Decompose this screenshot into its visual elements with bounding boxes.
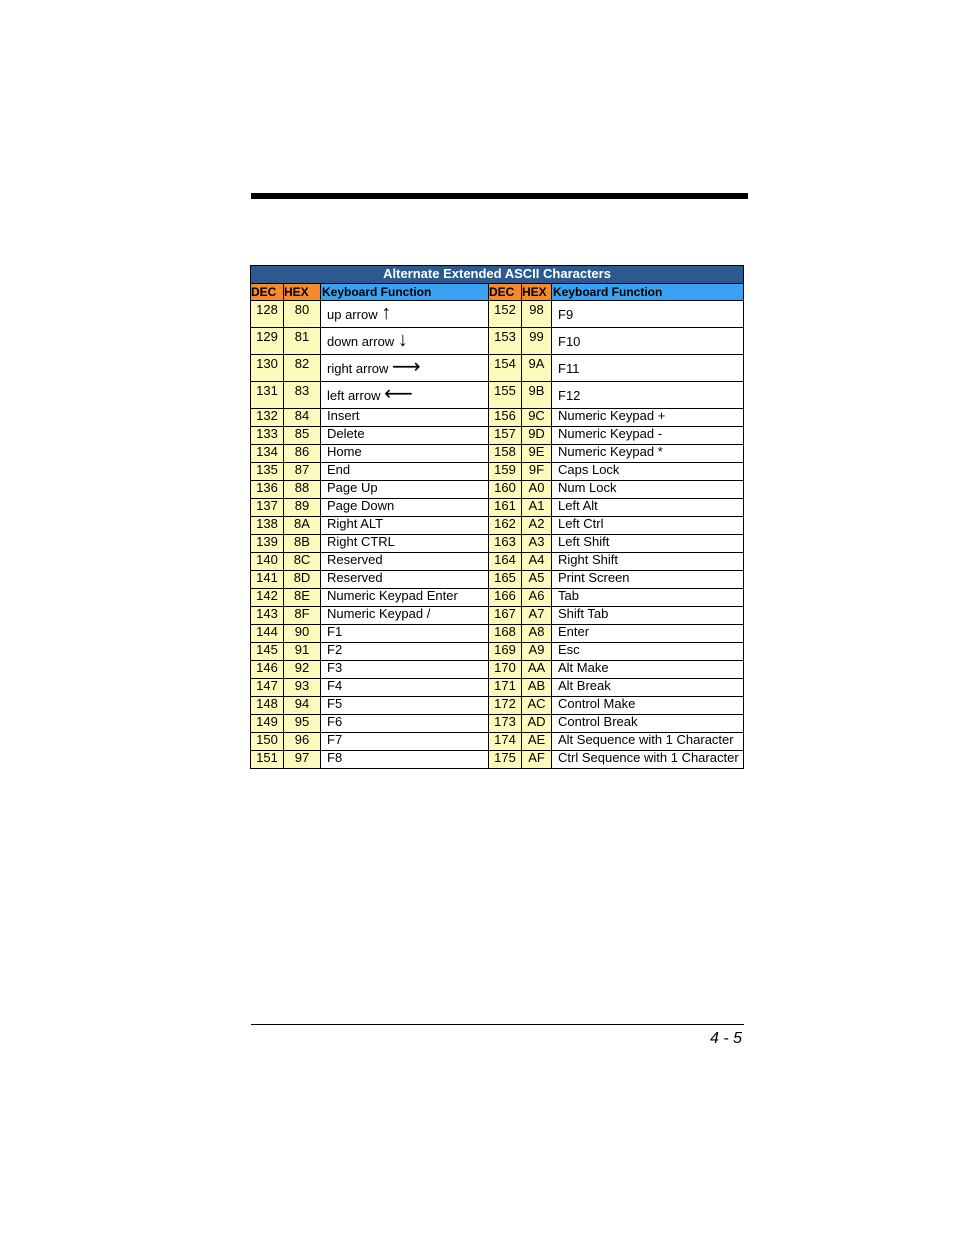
- function-label: Tab: [558, 588, 579, 603]
- dec-cell: 173: [489, 715, 522, 733]
- hex-cell: AA: [522, 661, 552, 679]
- function-cell: [321, 553, 489, 571]
- dec-cell: 172: [489, 697, 522, 715]
- dec-cell: 155: [489, 382, 522, 409]
- function-cell: [552, 625, 744, 643]
- hex-cell: A7: [522, 607, 552, 625]
- hex-cell: 82: [284, 355, 321, 382]
- header-dec: DEC: [251, 284, 284, 301]
- function-cell: [321, 409, 489, 427]
- dec-cell: 170: [489, 661, 522, 679]
- function-cell: [552, 607, 744, 625]
- function-label: Page Down: [327, 498, 395, 513]
- dec-cell: 136: [251, 481, 284, 499]
- function-cell: [552, 301, 744, 328]
- function-label: Caps Lock: [558, 462, 620, 477]
- hex-cell: 8A: [284, 517, 321, 535]
- function-cell: [552, 499, 744, 517]
- hex-cell: 83: [284, 382, 321, 409]
- dec-cell: 163: [489, 535, 522, 553]
- dec-cell: 154: [489, 355, 522, 382]
- function-cell: [321, 499, 489, 517]
- hex-cell: 98: [522, 301, 552, 328]
- dec-cell: 144: [251, 625, 284, 643]
- header-dec: DEC: [489, 284, 522, 301]
- dec-cell: 133: [251, 427, 284, 445]
- function-label: F7: [327, 732, 343, 747]
- left-arrow-icon: ⟵: [384, 383, 413, 405]
- function-label: Numeric Keypad -: [558, 426, 663, 441]
- hex-cell: 81: [284, 328, 321, 355]
- function-label: up arrow: [327, 307, 378, 322]
- hex-cell: 9F: [522, 463, 552, 481]
- table-row: [251, 643, 744, 661]
- dec-cell: 141: [251, 571, 284, 589]
- header-hex: HEX: [284, 284, 321, 301]
- hex-cell: 9B: [522, 382, 552, 409]
- function-label: F11: [558, 361, 580, 376]
- function-cell: [552, 382, 744, 409]
- table-row: [251, 463, 744, 481]
- function-cell: [321, 733, 489, 751]
- alternate-extended-ascii-table: [250, 265, 744, 769]
- hex-cell: 99: [522, 328, 552, 355]
- function-label: Insert: [327, 408, 360, 423]
- function-cell: [321, 301, 489, 328]
- table-row: [251, 445, 744, 463]
- function-label: Numeric Keypad +: [558, 408, 666, 423]
- hex-cell: 92: [284, 661, 321, 679]
- header-keyboard-function: Keyboard Function: [321, 284, 489, 301]
- hex-cell: 9E: [522, 445, 552, 463]
- hex-cell: A9: [522, 643, 552, 661]
- function-cell: [552, 535, 744, 553]
- hex-cell: 95: [284, 715, 321, 733]
- function-label: Right ALT: [327, 516, 384, 531]
- table-row: [251, 301, 744, 328]
- table-row: [251, 733, 744, 751]
- function-cell: [321, 427, 489, 445]
- dec-cell: 131: [251, 382, 284, 409]
- hex-cell: 93: [284, 679, 321, 697]
- function-label: End: [327, 462, 351, 477]
- hex-cell: 9C: [522, 409, 552, 427]
- dec-cell: 128: [251, 301, 284, 328]
- function-cell: [552, 553, 744, 571]
- dec-cell: 138: [251, 517, 284, 535]
- dec-cell: 164: [489, 553, 522, 571]
- hex-cell: A6: [522, 589, 552, 607]
- function-cell: [321, 697, 489, 715]
- function-cell: [552, 328, 744, 355]
- hex-cell: 8E: [284, 589, 321, 607]
- function-label: F3: [327, 660, 343, 675]
- dec-cell: 152: [489, 301, 522, 328]
- dec-cell: 153: [489, 328, 522, 355]
- function-label: Alt Make: [558, 660, 609, 675]
- function-label: Left Alt: [558, 498, 598, 513]
- table-row: [251, 571, 744, 589]
- hex-cell: A0: [522, 481, 552, 499]
- dec-cell: 165: [489, 571, 522, 589]
- dec-cell: 157: [489, 427, 522, 445]
- function-label: Reserved: [327, 570, 383, 585]
- hex-cell: A2: [522, 517, 552, 535]
- table-row: [251, 697, 744, 715]
- function-label: right arrow: [327, 361, 389, 376]
- dec-cell: 159: [489, 463, 522, 481]
- hex-cell: 8B: [284, 535, 321, 553]
- hex-cell: 91: [284, 643, 321, 661]
- header-hex: HEX: [522, 284, 552, 301]
- function-cell: [321, 481, 489, 499]
- function-label: Enter: [558, 624, 590, 639]
- table-row: [251, 499, 744, 517]
- function-cell: [321, 517, 489, 535]
- function-cell: [321, 445, 489, 463]
- function-cell: [321, 535, 489, 553]
- dec-cell: 135: [251, 463, 284, 481]
- function-cell: [321, 661, 489, 679]
- function-label: F9: [558, 307, 574, 322]
- function-cell: [552, 517, 744, 535]
- function-cell: [552, 445, 744, 463]
- function-cell: [552, 679, 744, 697]
- function-label: Alt Sequence with 1 Character: [558, 732, 734, 747]
- hex-cell: 9D: [522, 427, 552, 445]
- hex-cell: AC: [522, 697, 552, 715]
- table-body: [251, 301, 744, 769]
- table-row: [251, 355, 744, 382]
- table-row: [251, 427, 744, 445]
- function-cell: [321, 715, 489, 733]
- function-cell: [552, 355, 744, 382]
- hex-cell: A8: [522, 625, 552, 643]
- table-row: [251, 409, 744, 427]
- function-label: Right CTRL: [327, 534, 395, 549]
- dec-cell: 171: [489, 679, 522, 697]
- function-label: Reserved: [327, 552, 383, 567]
- function-cell: [552, 661, 744, 679]
- function-label: F1: [327, 624, 343, 639]
- hex-cell: A5: [522, 571, 552, 589]
- dec-cell: 140: [251, 553, 284, 571]
- dec-cell: 175: [489, 751, 522, 769]
- header-keyboard-function: Keyboard Function: [552, 284, 744, 301]
- table-row: [251, 328, 744, 355]
- table-row: [251, 607, 744, 625]
- dec-cell: 160: [489, 481, 522, 499]
- function-cell: [552, 751, 744, 769]
- hex-cell: 94: [284, 697, 321, 715]
- function-label: F6: [327, 714, 343, 729]
- function-cell: [552, 571, 744, 589]
- hex-cell: AF: [522, 751, 552, 769]
- hex-cell: A3: [522, 535, 552, 553]
- function-label: Page Up: [327, 480, 378, 495]
- dec-cell: 156: [489, 409, 522, 427]
- function-label: Esc: [558, 642, 580, 657]
- hex-cell: AB: [522, 679, 552, 697]
- function-cell: [552, 481, 744, 499]
- table-row: [251, 679, 744, 697]
- up-arrow-icon: ↑: [381, 302, 392, 324]
- function-label: down arrow: [327, 334, 395, 349]
- function-cell: [321, 382, 489, 409]
- function-label: F10: [558, 334, 581, 349]
- function-label: F12: [558, 388, 581, 403]
- dec-cell: 149: [251, 715, 284, 733]
- function-label: Shift Tab: [558, 606, 609, 621]
- hex-cell: 97: [284, 751, 321, 769]
- table-row: [251, 553, 744, 571]
- dec-cell: 169: [489, 643, 522, 661]
- hex-cell: 8F: [284, 607, 321, 625]
- function-label: Right Shift: [558, 552, 618, 567]
- function-cell: [321, 643, 489, 661]
- dec-cell: 162: [489, 517, 522, 535]
- dec-cell: 130: [251, 355, 284, 382]
- function-cell: [552, 643, 744, 661]
- right-arrow-icon: ⟶: [392, 356, 421, 378]
- hex-cell: A1: [522, 499, 552, 517]
- table-row: [251, 715, 744, 733]
- hex-cell: 89: [284, 499, 321, 517]
- dec-cell: 134: [251, 445, 284, 463]
- function-label: Delete: [327, 426, 365, 441]
- hex-cell: AD: [522, 715, 552, 733]
- dec-cell: 143: [251, 607, 284, 625]
- dec-cell: 139: [251, 535, 284, 553]
- dec-cell: 151: [251, 751, 284, 769]
- dec-cell: 137: [251, 499, 284, 517]
- hex-cell: 8C: [284, 553, 321, 571]
- function-label: Home: [327, 444, 362, 459]
- function-cell: [321, 571, 489, 589]
- function-label: F5: [327, 696, 343, 711]
- function-cell: [321, 328, 489, 355]
- table-row: [251, 535, 744, 553]
- function-cell: [552, 589, 744, 607]
- function-cell: [321, 355, 489, 382]
- function-cell: [321, 751, 489, 769]
- hex-cell: 87: [284, 463, 321, 481]
- dec-cell: 174: [489, 733, 522, 751]
- hex-cell: 88: [284, 481, 321, 499]
- table-title: Alternate Extended ASCII Characters: [251, 266, 744, 284]
- dec-cell: 166: [489, 589, 522, 607]
- hex-cell: 96: [284, 733, 321, 751]
- hex-cell: 80: [284, 301, 321, 328]
- function-cell: [321, 607, 489, 625]
- function-label: F8: [327, 750, 343, 765]
- function-label: Numeric Keypad Enter: [327, 588, 458, 603]
- function-label: F2: [327, 642, 343, 657]
- function-cell: [552, 463, 744, 481]
- table-row: [251, 517, 744, 535]
- function-label: Print Screen: [558, 570, 630, 585]
- dec-cell: 129: [251, 328, 284, 355]
- function-cell: [552, 733, 744, 751]
- page-number: 4 - 5: [709, 1030, 742, 1047]
- function-label: Left Ctrl: [558, 516, 604, 531]
- dec-cell: 145: [251, 643, 284, 661]
- table-row: [251, 661, 744, 679]
- function-label: F4: [327, 678, 343, 693]
- hex-cell: 9A: [522, 355, 552, 382]
- function-cell: [552, 697, 744, 715]
- down-arrow-icon: ↓: [397, 329, 408, 351]
- function-label: Numeric Keypad /: [327, 606, 431, 621]
- function-cell: [321, 589, 489, 607]
- dec-cell: 147: [251, 679, 284, 697]
- hex-cell: 84: [284, 409, 321, 427]
- function-cell: [321, 625, 489, 643]
- hex-cell: 85: [284, 427, 321, 445]
- table-row: [251, 625, 744, 643]
- table-row: [251, 481, 744, 499]
- hex-cell: A4: [522, 553, 552, 571]
- function-cell: [321, 463, 489, 481]
- table-row: [251, 382, 744, 409]
- dec-cell: 161: [489, 499, 522, 517]
- function-cell: [552, 715, 744, 733]
- function-label: Alt Break: [558, 678, 611, 693]
- hex-cell: 8D: [284, 571, 321, 589]
- dec-cell: 168: [489, 625, 522, 643]
- hex-cell: 86: [284, 445, 321, 463]
- top-rule: [251, 193, 748, 199]
- hex-cell: AE: [522, 733, 552, 751]
- function-label: Ctrl Sequence with 1 Character: [558, 750, 739, 765]
- function-label: Num Lock: [558, 480, 617, 495]
- dec-cell: 150: [251, 733, 284, 751]
- dec-cell: 148: [251, 697, 284, 715]
- hex-cell: 90: [284, 625, 321, 643]
- dec-cell: 158: [489, 445, 522, 463]
- dec-cell: 142: [251, 589, 284, 607]
- function-label: Left Shift: [558, 534, 610, 549]
- function-label: Numeric Keypad *: [558, 444, 663, 459]
- function-label: left arrow: [327, 388, 381, 403]
- function-cell: [552, 409, 744, 427]
- function-label: Control Break: [558, 714, 638, 729]
- table-row: [251, 751, 744, 769]
- footer-rule: [251, 1024, 744, 1025]
- dec-cell: 132: [251, 409, 284, 427]
- dec-cell: 167: [489, 607, 522, 625]
- table-row: [251, 589, 744, 607]
- function-label: Control Make: [558, 696, 636, 711]
- dec-cell: 146: [251, 661, 284, 679]
- function-cell: [321, 679, 489, 697]
- function-cell: [552, 427, 744, 445]
